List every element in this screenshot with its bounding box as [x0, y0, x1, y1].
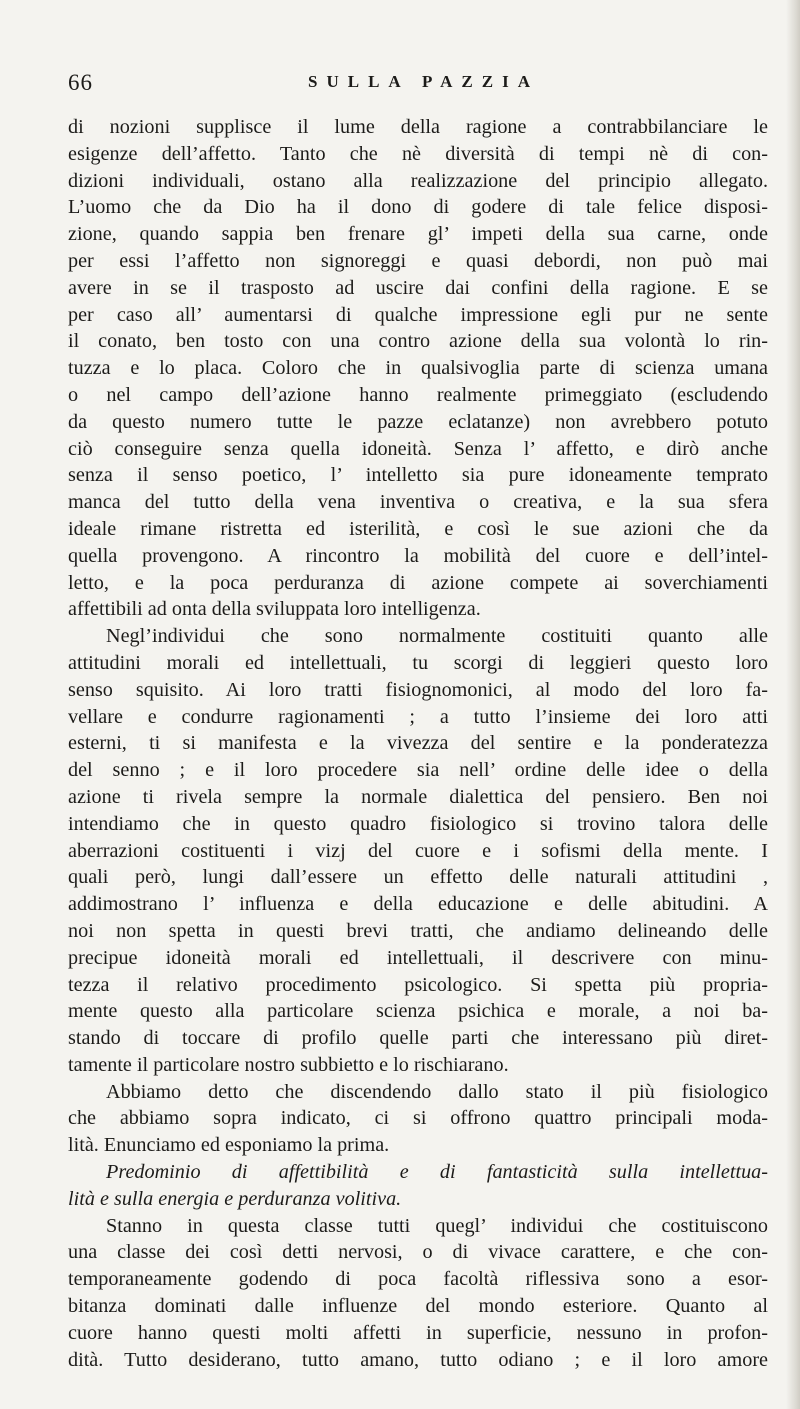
text-line: mente questo alla particolare scienza psichica e morale, a noi ba- — [68, 1000, 768, 1023]
text-line: affettibili ad onta della sviluppata loro intelligenza. — [68, 598, 481, 621]
text-line: quella provengono. A rincontro la mobilità del cuore e dell’intel- — [68, 544, 768, 567]
text-line: temporaneamente godendo di poca facoltà riflessiva sono a esor- — [68, 1268, 768, 1291]
text-line: bitanza dominati dalle influenze del mondo esteriore. Quanto al — [68, 1295, 768, 1318]
text-line: letto, e la poca perduranza di azione compete ai soverchiamenti — [68, 571, 768, 594]
text-line: per essi l’affetto non signoreggi e quasi debordi, non può mai — [68, 249, 768, 272]
text-line: manca del tutto della vena inventiva o creativa, e la sua sfera — [68, 491, 768, 514]
text-line: tuzza e lo placa. Coloro che in qualsivoglia parte di scienza umana — [68, 357, 768, 380]
text-line: una classe dei così detti nervosi, o di vivace carattere, e che con- — [68, 1241, 768, 1264]
text-line: ideale rimane ristretta ed isterilità, e così le sue azioni che da — [68, 517, 768, 540]
text-line: Negl’individui che sono normalmente costituiti quanto alle — [106, 625, 768, 648]
section-heading-line: Predominio di affettibilità e di fantasticità sulla intellettua- — [106, 1161, 768, 1184]
text-line: o nel campo dell’azione hanno realmente primeggiato (escludendo — [68, 383, 768, 406]
text-line: aberrazioni costituenti i vizj del cuore e i sofismi della mente. I — [68, 839, 768, 862]
text-line: noi non spetta in questi brevi tratti, che andiamo delineando delle — [68, 919, 768, 942]
text-line: cuore hanno questi molti affetti in superficie, nessuno in profon- — [68, 1321, 768, 1344]
text-line: senza il senso poetico, l’ intelletto sia pure idoneamente temprato — [68, 464, 768, 487]
text-line: precipue idoneità morali ed intellettuali, il descrivere con minu- — [68, 946, 768, 969]
text-line: attitudini morali ed intellettuali, tu scorgi di leggieri questo loro — [68, 651, 768, 674]
text-line: tamente il particolare nostro subbietto e lo rischiarano. — [68, 1053, 509, 1076]
text-line: dità. Tutto desiderano, tutto amano, tutto odiano ; e il loro amore — [68, 1348, 768, 1371]
text-line: del senno ; e il loro procedere sia nell’ ordine delle idee o della — [68, 759, 768, 782]
text-line: quali però, lungi dall’essere un effetto delle naturali attitudini , — [68, 866, 768, 889]
text-line: di nozioni supplisce il lume della ragione a contrabbilanciare le — [68, 116, 768, 138]
text-line: azione ti rivela sempre la normale dialettica del pensiero. Ben noi — [68, 785, 768, 808]
text-line: per caso all’ aumentarsi di qualche impressione egli pur ne sente — [68, 303, 768, 326]
text-line: Abbiamo detto che discendendo dallo stato il più fisiologico — [106, 1080, 768, 1103]
text-line: vellare e condurre ragionamenti ; a tutto l’insieme dei loro atti — [68, 705, 768, 728]
text-line: addimostrano l’ influenza e della educazione e delle abitudini. A — [68, 893, 768, 916]
text-line: tezza il relativo procedimento psicologico. Si spetta più propria- — [68, 973, 768, 996]
text-line: il conato, ben tosto con una contro azione della sua volontà lo rin- — [68, 330, 768, 353]
page-edge-shadow — [786, 0, 800, 1409]
section-heading-line: lità e sulla energia e perduranza volitiva. — [68, 1187, 402, 1210]
text-line: ciò conseguire senza quella idoneità. Senza l’ affetto, e dirò anche — [68, 437, 768, 460]
text-line: intendiamo che in questo quadro fisiologico si trovino talora delle — [68, 812, 768, 835]
text-line: esigenze dell’affetto. Tanto che nè diversità di tempi nè di con- — [68, 142, 768, 165]
text-line: dizioni individuali, ostano alla realizzazione del principio allegato. — [68, 169, 768, 192]
text-line: lità. Enunciamo ed esponiamo la prima. — [68, 1134, 390, 1157]
text-line: Stanno in questa classe tutti quegl’ individui che costituiscono — [106, 1214, 768, 1237]
page-number: 66 — [68, 70, 93, 95]
text-line: zione, quando sappia ben frenare gl’ impeti della sua carne, onde — [68, 223, 768, 246]
text-line: stando di toccare di profilo quelle parti che interessano più diret- — [68, 1027, 768, 1050]
text-line: esterni, ti si manifesta e la vivezza del sentire e la ponderatezza — [68, 732, 768, 755]
text-line: avere in se il trasposto ad uscire dai confini della ragione. E se — [68, 276, 768, 299]
text-line: senso squisito. Ai loro tratti fisiognomonici, al modo del loro fa- — [68, 678, 768, 701]
text-line: da questo numero tutte le pazze eclatanze) non avrebbero potuto — [68, 410, 768, 433]
running-title: SULLA PAZZIA — [308, 72, 539, 91]
body-text — [68, 114, 768, 1373]
text-line: che abbiamo sopra indicato, ci si offrono quattro principali moda- — [68, 1107, 768, 1130]
text-line: L’uomo che da Dio ha il dono di godere di tale felice disposi- — [68, 196, 768, 219]
page-header — [68, 70, 768, 102]
